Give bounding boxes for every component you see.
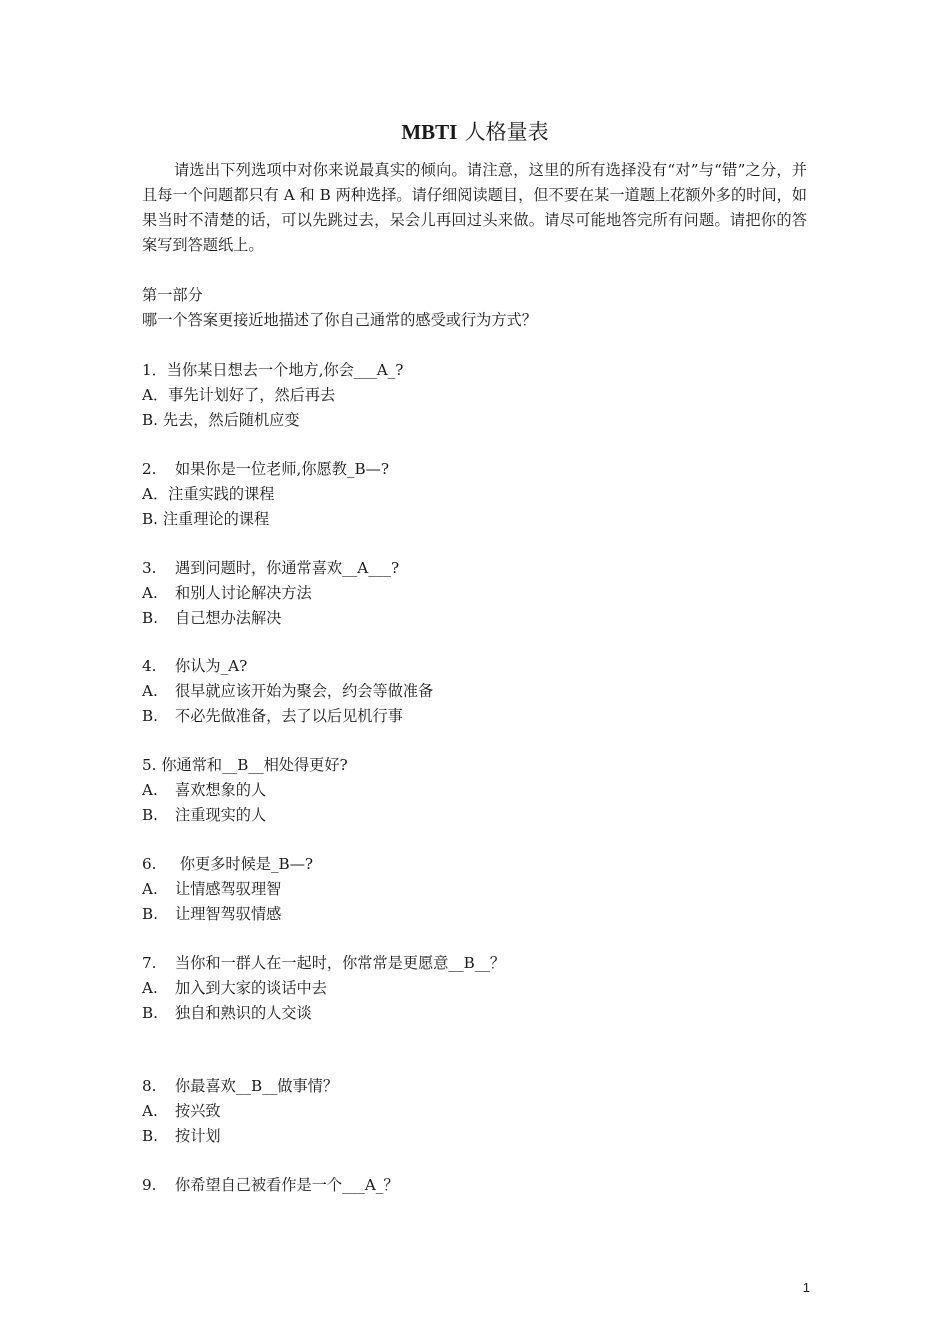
option-text: 按计划 [175,1127,221,1145]
question-2-option-b: B. 注重理论的课程 [142,510,270,528]
option-text: 让理智驾驭情感 [175,905,282,923]
question-1-option-b: B. 先去，然后随机应变 [142,411,300,429]
part-heading: 第一部分 [142,286,203,304]
question-6-option-a [142,877,807,902]
question-8-stem [142,1074,807,1099]
question-5-option-a [142,778,807,803]
question-1-option-a: A．事先计划好了，然后再去 [142,386,336,404]
option-label: A. [142,682,158,700]
option-text: 让情感驾驭理智 [175,880,282,898]
question-8-option-a [142,1099,807,1124]
option-label: A. [142,880,158,898]
title-cjk: 人格量表 [464,120,549,144]
question-3-number: 3. [142,559,157,577]
part-question: 哪一个答案更接近地描述了你自己通常的感受或行为方式？ [142,311,537,329]
question-2-option-a: A．注重实践的课程 [142,485,275,503]
question-7-number: 7. [142,954,157,972]
option-text: 加入到大家的谈话中去 [175,979,327,997]
option-label: B. [142,609,158,627]
question-3-text: 遇到问题时，你通常喜欢__A___? [175,559,400,577]
option-label: B. [142,905,158,923]
option-text: 喜欢想象的人 [175,781,267,799]
question-3-stem [142,556,807,581]
option-label: B. [142,806,158,824]
question-5-stem: 5. 你通常和__B__相处得更好? [142,756,348,774]
question-8-number: 8. [142,1077,157,1095]
option-text: 独自和熟识的人交谈 [175,1004,312,1022]
option-text: 和别人讨论解决方法 [175,584,312,602]
question-7-option-b [142,1001,807,1026]
option-label: B. [142,1127,158,1145]
option-label: A. [142,584,158,602]
question-8-text: 你最喜欢__B__做事情？ [175,1077,339,1095]
option-label: A. [142,1102,158,1120]
question-7-option-a [142,976,807,1001]
question-2-number: 2. [142,460,157,478]
option-text: 注重现实的人 [175,806,267,824]
question-3-option-a [142,581,807,606]
title-latin: MBTI [401,120,458,144]
question-9-text: 你希望自己被看作是一个___A_？ [175,1176,399,1194]
question-6-text: 你更多时候是_B—? [175,855,314,873]
option-text: 不必先做准备，去了以后见机行事 [175,707,403,725]
question-9-stem [142,1173,807,1198]
question-8-option-b [142,1124,807,1149]
option-text: 按兴致 [175,1102,221,1120]
option-label: B. [142,1004,158,1022]
option-label: A. [142,979,158,997]
page-number: 1 [802,1280,810,1295]
question-9-number: 9. [142,1176,157,1194]
question-2-text: 如果你是一位老师,你愿教_B—? [175,460,389,478]
question-4-text: 你认为_A? [175,657,248,675]
question-5-option-b [142,803,807,828]
option-label: B. [142,707,158,725]
option-label: A. [142,781,158,799]
question-7-text: 当你和一群人在一起时，你常常是更愿意__B__？ [175,954,506,972]
question-4-number: 4. [142,657,157,675]
page-title [0,118,950,146]
option-text: 很早就应该开始为聚会，约会等做准备 [175,682,434,700]
question-4-option-b [142,704,807,729]
question-2-stem [142,457,807,482]
question-1-stem: 1．当你某日想去一个地方,你会___A_? [142,361,404,379]
question-3-option-b [142,606,807,631]
intro-paragraph: 请选出下列选项中对你来说最真实的倾向。请注意，这里的所有选择没有“对”与“错”之分，并且每一个问题都只有 A 和 B 两种选择。请仔细阅读题目，但不要在某一道题上花额外多的时间，如果当时不清楚的话，可以先跳过去，呆会儿再回过头来做。请尽可能地答完所有问题。请把你的答案写到答题纸上。 [142,161,807,254]
question-4-option-a [142,679,807,704]
question-4-stem [142,654,807,679]
option-text: 自己想办法解决 [175,609,282,627]
question-6-number: 6. [142,855,157,873]
question-6-option-b [142,902,807,927]
question-7-stem [142,951,807,976]
question-6-stem [142,852,807,877]
